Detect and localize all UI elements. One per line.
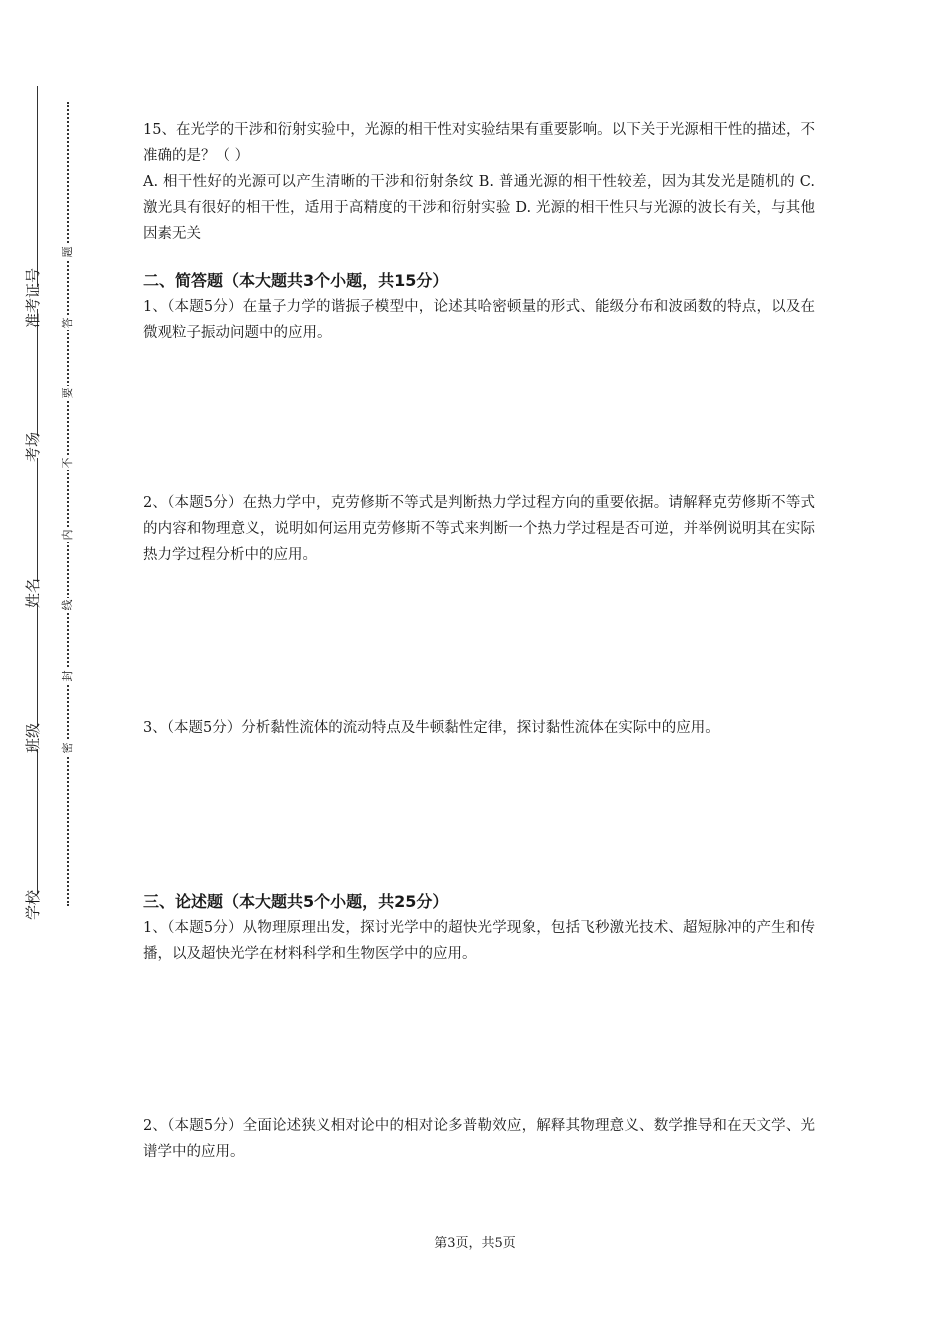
school-label: 学校: [2, 894, 62, 916]
short-answer-3-block: [143, 715, 815, 741]
exam-number-label: 准考证号: [2, 287, 62, 309]
seal-char: 题: [61, 246, 74, 258]
section-2-title: 二、简答题（本大题共3个小题，共15分）: [143, 271, 449, 290]
question-15: [143, 117, 815, 247]
page-footer: 第3页，共5页: [434, 1236, 516, 1251]
short-answer-2: 2、（本题5分）在热力学中，克劳修斯不等式是判断热力学过程方向的重要依据。请解释克劳修斯不等式的内容和物理意义，说明如何运用克劳修斯不等式来判断一个热力学过程是否可逆，并举例说明其在实际热力学过程分析中的应用。: [143, 495, 815, 563]
short-answer-3: 3、（本题5分）分析黏性流体的流动特点及牛顿黏性定律，探讨黏性流体在实际中的应用。: [143, 720, 720, 736]
essay-2: 2、（本题5分）全面论述狭义相对论中的相对论多普勒效应，解释其物理意义、数学推导和在天文学、光谱学中的应用。: [143, 1118, 815, 1160]
binding-solid-line: [37, 86, 38, 912]
seal-char: 不: [61, 457, 74, 469]
seal-dotted-line: [67, 102, 69, 906]
short-answer-1: 1、（本题5分）在量子力学的谐振子模型中，论述其哈密顿量的形式、能级分布和波函数的特点，以及在微观粒子振动问题中的应用。: [143, 299, 815, 341]
section-3: [143, 889, 815, 967]
seal-char: 内: [61, 529, 74, 541]
name-label: 姓名: [2, 582, 62, 604]
seal-char: 要: [61, 387, 74, 399]
question-15-stem: 15、在光学的干涉和衍射实验中，光源的相干性对实验结果有重要影响。以下关于光源相干性的描述，不准确的是？（ ）: [143, 122, 815, 164]
essay-1: 1、（本题5分）从物理原理出发，探讨光学中的超快光学现象，包括飞秒激光技术、超短脉冲的产生和传播，以及超快光学在材料科学和生物医学中的应用。: [143, 920, 815, 962]
short-answer-2-block: [143, 490, 815, 568]
exam-room-label: 考场: [2, 436, 62, 458]
seal-char: 答: [61, 317, 74, 329]
seal-char: 封: [61, 670, 74, 682]
section-3-title: 三、论述题（本大题共5个小题，共25分）: [143, 892, 449, 911]
seal-char: 线: [61, 599, 74, 611]
seal-char: 密: [61, 742, 74, 754]
essay-2-block: [143, 1113, 815, 1165]
class-label: 班级: [2, 727, 62, 749]
section-2: [143, 268, 815, 346]
question-15-options: A. 相干性好的光源可以产生清晰的干涉和衍射条纹 B. 普通光源的相干性较差，因为其发光是随机的 C. 激光具有很好的相干性，适用于高精度的干涉和衍射实验 D. 光源的相干性只与光源的波长有关，与其他因素无关: [143, 174, 815, 242]
